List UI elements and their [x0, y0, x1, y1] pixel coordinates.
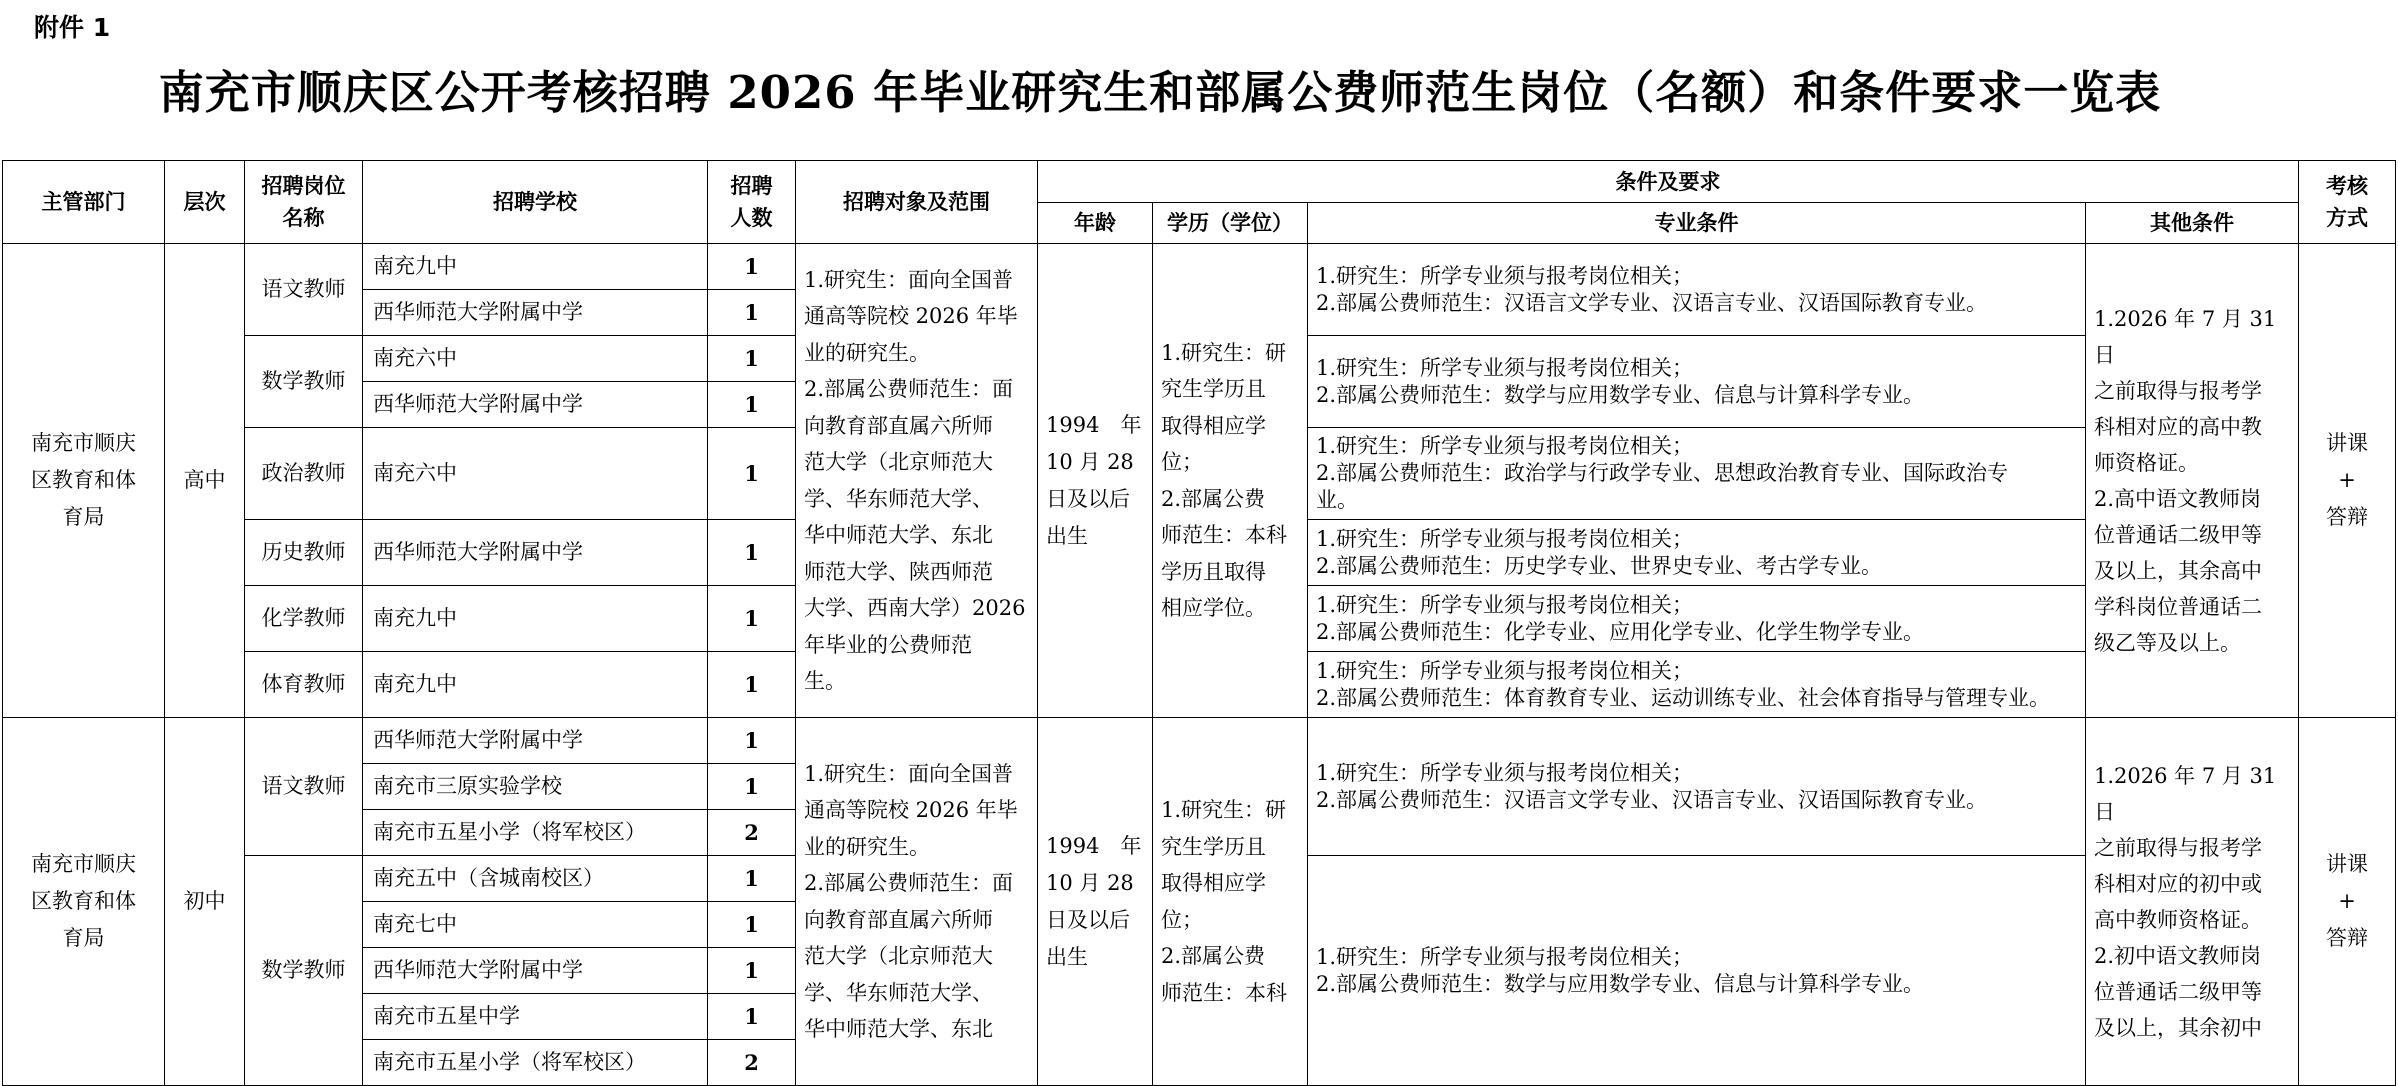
target-line: 师范大学、陕西师范 [804, 559, 993, 584]
dept-line: 区教育和体 [31, 889, 136, 913]
col-dept: 主管部门 [3, 161, 165, 244]
page-title: 南充市顺庆区公开考核招聘 2026 年毕业研究生和部属公费师范生岗位（名额）和条件要求一览表 [158, 66, 2162, 119]
target-line: 学、华东师范大学、 [804, 486, 993, 511]
other-line: 2.初中语文教师岗 [2094, 943, 2262, 968]
post-name-cell: 语文教师 [245, 244, 363, 336]
school-cell: 西华师范大学附属中学 [363, 948, 708, 994]
major-line: 1.研究生：所学专业须与报考岗位相关； [1316, 434, 1694, 458]
post-name-cell: 化学教师 [245, 586, 363, 652]
target-line: 向教育部直属六所师 [804, 907, 993, 932]
major-line: 1.研究生：所学专业须与报考岗位相关； [1316, 760, 1694, 785]
count-cell: 1 [708, 428, 796, 520]
edu-line: 位； [1161, 450, 1203, 474]
dept-line: 育局 [62, 926, 105, 950]
major-line: 1.研究生：所学专业须与报考岗位相关； [1316, 355, 1694, 380]
major-line: 1.研究生：所学专业须与报考岗位相关； [1316, 263, 1694, 288]
other-cell [2086, 244, 2299, 718]
edu-cell [1153, 244, 1308, 718]
edu-line: 1.研究生：研 [1161, 798, 1287, 822]
age-cell [1038, 244, 1153, 718]
age-line: 1994 年 [1046, 412, 1142, 437]
post-name-cell: 数学教师 [245, 336, 363, 428]
major-cell [1308, 336, 2086, 428]
other-line: 科相对应的高中教 [2094, 414, 2262, 439]
col-major: 专业条件 [1308, 203, 2086, 244]
edu-line: 师范生：本科 [1161, 980, 1287, 1005]
major-line: 2.部属公费师范生：汉语言文学专业、汉语言专业、汉语国际教育专业。 [1316, 787, 1988, 812]
target-line: 业的研究生。 [804, 340, 930, 365]
target-line: 生。 [804, 669, 846, 693]
major-cell [1308, 718, 2086, 856]
major-line: 2.部属公费师范生：数学与应用数学专业、信息与计算科学专业。 [1316, 971, 1925, 996]
target-line: 1.研究生：面向全国普 [804, 267, 1014, 292]
count-cell: 1 [708, 336, 796, 382]
col-level: 层次 [165, 161, 245, 244]
target-line: 华中师范大学、东北 [804, 1017, 993, 1041]
major-line: 1.研究生：所学专业须与报考岗位相关； [1316, 526, 1694, 551]
school-cell: 南充市五星中学 [363, 994, 708, 1040]
post-name-cell: 历史教师 [245, 520, 363, 586]
post-name-cell: 政治教师 [245, 428, 363, 520]
method-cell [2299, 718, 2396, 1086]
school-cell: 西华师范大学附属中学 [363, 382, 708, 428]
edu-cell [1153, 718, 1308, 1086]
level-cell: 高中 [165, 244, 245, 718]
target-line: 大学、西南大学）2026 [804, 596, 1026, 620]
count-cell: 1 [708, 718, 796, 764]
method-cell [2299, 244, 2396, 718]
target-line: 向教育部直属六所师 [804, 413, 993, 438]
major-line: 2.部属公费师范生：政治学与行政学专业、思想政治教育专业、国际政治专 [1316, 461, 2009, 485]
edu-line: 位； [1161, 907, 1203, 932]
age-cell [1038, 718, 1153, 1086]
target-cell [796, 244, 1038, 718]
post-name-cell: 语文教师 [245, 718, 363, 856]
count-cell: 1 [708, 856, 796, 902]
col-school: 招聘学校 [363, 161, 708, 244]
count-cell: 2 [708, 810, 796, 856]
count-cell: 1 [708, 586, 796, 652]
count-cell: 1 [708, 764, 796, 810]
method-line: 讲课 [2326, 431, 2368, 455]
method-line: 答辩 [2326, 926, 2368, 950]
method-line: + [2338, 468, 2356, 492]
school-cell: 南充九中 [363, 586, 708, 652]
school-cell: 西华师范大学附属中学 [363, 290, 708, 336]
age-line: 10 月 28 [1046, 449, 1134, 474]
col-post: 招聘岗位 名称 [245, 161, 363, 244]
table-row [3, 718, 2396, 764]
dept-line: 南充市顺庆 [31, 852, 136, 876]
school-cell: 南充七中 [363, 902, 708, 948]
major-line: 1.研究生：所学专业须与报考岗位相关； [1316, 658, 1694, 683]
major-line: 1.研究生：所学专业须与报考岗位相关； [1316, 944, 1694, 969]
col-conditions: 条件及要求 [1038, 161, 2299, 203]
school-cell: 西华师范大学附属中学 [363, 718, 708, 764]
other-line: 及以上，其余高中 [2094, 558, 2262, 583]
col-other: 其他条件 [2086, 203, 2299, 244]
major-cell [1308, 856, 2086, 1086]
count-cell: 1 [708, 994, 796, 1040]
dept-cell [3, 718, 165, 1086]
other-line: 高中教师资格证。 [2094, 907, 2262, 932]
school-cell: 南充六中 [363, 428, 708, 520]
school-cell: 南充市三原实验学校 [363, 764, 708, 810]
other-line: 之前取得与报考学 [2094, 378, 2262, 403]
target-line: 通高等院校 2026 年毕 [804, 304, 1018, 328]
other-line: 1.2026 年 7 月 31 日 [2094, 763, 2277, 824]
target-line: 通高等院校 2026 年毕 [804, 798, 1018, 822]
count-cell: 1 [708, 902, 796, 948]
major-cell [1308, 652, 2086, 718]
target-line: 业的研究生。 [804, 834, 930, 859]
count-cell: 1 [708, 290, 796, 336]
dept-line: 南充市顺庆 [31, 431, 136, 455]
col-target: 招聘对象及范围 [796, 161, 1038, 244]
col-count: 招聘 人数 [708, 161, 796, 244]
major-cell [1308, 586, 2086, 652]
col-age: 年龄 [1038, 203, 1153, 244]
school-cell: 南充市五星小学（将军校区） [363, 810, 708, 856]
dept-cell [3, 244, 165, 718]
count-cell: 2 [708, 1040, 796, 1086]
annex-label: 附件 1 [34, 13, 111, 42]
major-line: 业。 [1316, 488, 1358, 512]
other-line: 之前取得与报考学 [2094, 835, 2262, 860]
count-cell: 1 [708, 244, 796, 290]
other-line: 及以上，其余初中 [2094, 1015, 2262, 1040]
post-name-cell: 体育教师 [245, 652, 363, 718]
age-line: 出生 [1046, 523, 1088, 548]
school-cell: 南充九中 [363, 652, 708, 718]
target-line: 2.部属公费师范生：面 [804, 377, 1014, 401]
method-line: + [2338, 889, 2356, 913]
major-line: 2.部属公费师范生：汉语言文学专业、汉语言专业、汉语国际教育专业。 [1316, 290, 1988, 315]
recruitment-table [2, 160, 2396, 1086]
age-line: 日及以后 [1046, 907, 1130, 932]
edu-line: 究生学历且 [1161, 377, 1266, 401]
dept-line: 育局 [62, 505, 105, 529]
other-line: 2.高中语文教师岗 [2094, 486, 2262, 511]
col-method: 考核 方式 [2299, 161, 2396, 244]
major-cell [1308, 520, 2086, 586]
edu-line: 究生学历且 [1161, 834, 1266, 859]
other-line: 1.2026 年 7 月 31 日 [2094, 306, 2277, 367]
edu-line: 相应学位。 [1161, 596, 1266, 620]
major-line: 1.研究生：所学专业须与报考岗位相关； [1316, 592, 1694, 617]
target-line: 1.研究生：面向全国普 [804, 761, 1014, 786]
other-cell [2086, 718, 2299, 1086]
major-line: 2.部属公费师范生：历史学专业、世界史专业、考古学专业。 [1316, 553, 1883, 578]
age-line: 1994 年 [1046, 833, 1142, 858]
edu-line: 2.部属公费 [1161, 486, 1266, 511]
edu-line: 学历且取得 [1161, 559, 1266, 584]
target-cell [796, 718, 1038, 1086]
age-line: 出生 [1046, 944, 1088, 969]
edu-line: 1.研究生：研 [1161, 340, 1287, 365]
level-cell: 初中 [165, 718, 245, 1086]
major-cell [1308, 244, 2086, 336]
other-line: 科相对应的初中或 [2094, 871, 2262, 896]
other-line: 师资格证。 [2094, 450, 2199, 475]
count-cell: 1 [708, 652, 796, 718]
target-line: 年毕业的公费师范 [804, 632, 972, 657]
school-cell: 南充六中 [363, 336, 708, 382]
count-cell: 1 [708, 948, 796, 994]
dept-line: 区教育和体 [31, 468, 136, 492]
other-line: 位普通话二级甲等 [2094, 522, 2262, 547]
edu-line: 师范生：本科 [1161, 523, 1287, 547]
major-cell [1308, 428, 2086, 520]
age-line: 日及以后 [1046, 486, 1130, 511]
other-line: 位普通话二级甲等 [2094, 979, 2262, 1004]
school-cell: 南充九中 [363, 244, 708, 290]
major-line: 2.部属公费师范生：体育教育专业、运动训练专业、社会体育指导与管理专业。 [1316, 685, 2051, 710]
method-line: 讲课 [2326, 852, 2368, 876]
target-line: 华中师范大学、东北 [804, 523, 993, 547]
target-line: 学、华东师范大学、 [804, 980, 993, 1005]
school-cell: 西华师范大学附属中学 [363, 520, 708, 586]
edu-line: 取得相应学 [1161, 871, 1266, 895]
count-cell: 1 [708, 382, 796, 428]
major-line: 2.部属公费师范生：化学专业、应用化学专业、化学生物学专业。 [1316, 619, 1925, 644]
target-line: 2.部属公费师范生：面 [804, 871, 1014, 895]
school-cell: 南充市五星小学（将军校区） [363, 1040, 708, 1086]
col-edu: 学历（学位） [1153, 203, 1308, 244]
edu-line: 取得相应学 [1161, 413, 1266, 438]
post-name-cell: 数学教师 [245, 856, 363, 1086]
other-line: 学科岗位普通话二 [2094, 594, 2262, 619]
target-line: 范大学（北京师范大 [804, 944, 993, 968]
table-row [3, 244, 2396, 290]
method-line: 答辩 [2326, 505, 2368, 529]
target-line: 范大学（北京师范大 [804, 450, 993, 474]
other-line: 级乙等及以上。 [2094, 630, 2241, 655]
major-line: 2.部属公费师范生：数学与应用数学专业、信息与计算科学专业。 [1316, 382, 1925, 407]
count-cell: 1 [708, 520, 796, 586]
age-line: 10 月 28 [1046, 870, 1134, 895]
school-cell: 南充五中（含城南校区） [363, 856, 708, 902]
edu-line: 2.部属公费 [1161, 944, 1266, 968]
